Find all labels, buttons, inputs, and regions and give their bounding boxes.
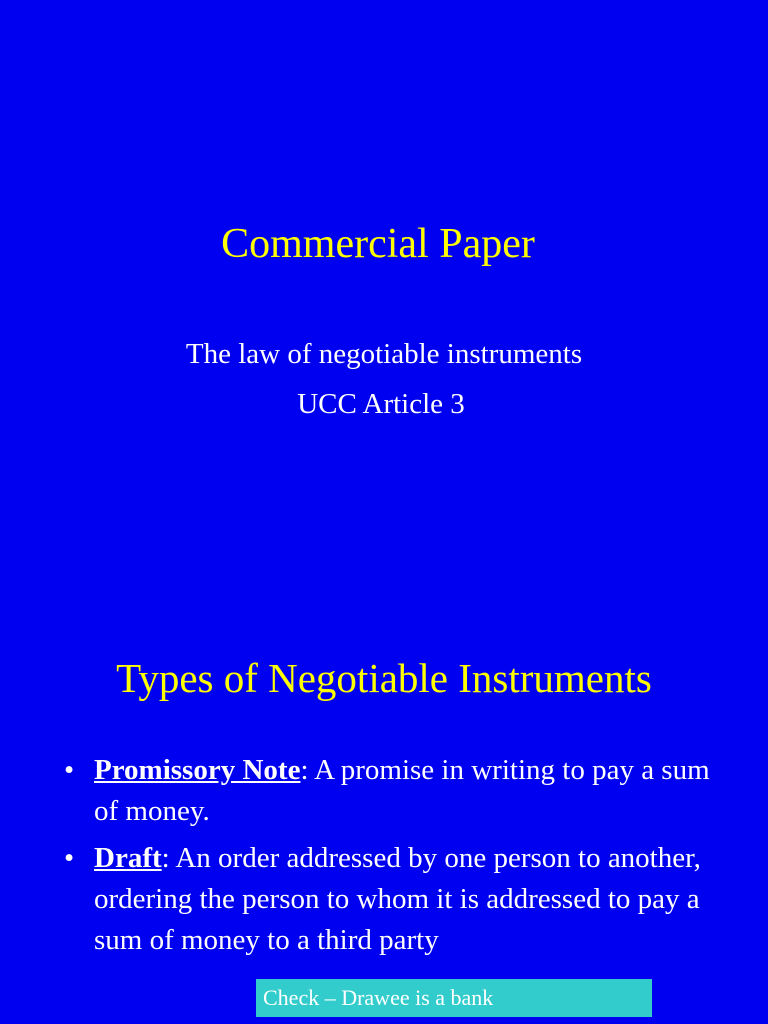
- slide-title: Commercial Paper: [221, 221, 535, 267]
- bullet-item-draft: [58, 838, 718, 961]
- bullet-term: Promissory Note: [94, 754, 301, 786]
- bullet-list: [58, 750, 718, 967]
- bullet-item-promissory-note: [58, 750, 718, 832]
- bullet-icon: •: [64, 842, 75, 874]
- slide-title: Types of Negotiable Instruments: [116, 655, 652, 701]
- bullet-term: Draft: [94, 842, 162, 874]
- bullet-icon: •: [64, 754, 75, 786]
- slide-types-of-instruments: [0, 512, 768, 1024]
- bullet-text: : An order addressed by one person to another, ordering the person to whom it is addressed to pay a sum of money to a third party: [94, 842, 701, 956]
- check-callout-box: Check – Drawee is a bank: [256, 979, 652, 1017]
- bullet-text: : A promise in writing to pay a sum of money.: [94, 754, 710, 827]
- slide-subtitle-line2: UCC Article 3: [297, 388, 465, 420]
- slide-subtitle-line1: The law of negotiable instruments: [185, 338, 583, 370]
